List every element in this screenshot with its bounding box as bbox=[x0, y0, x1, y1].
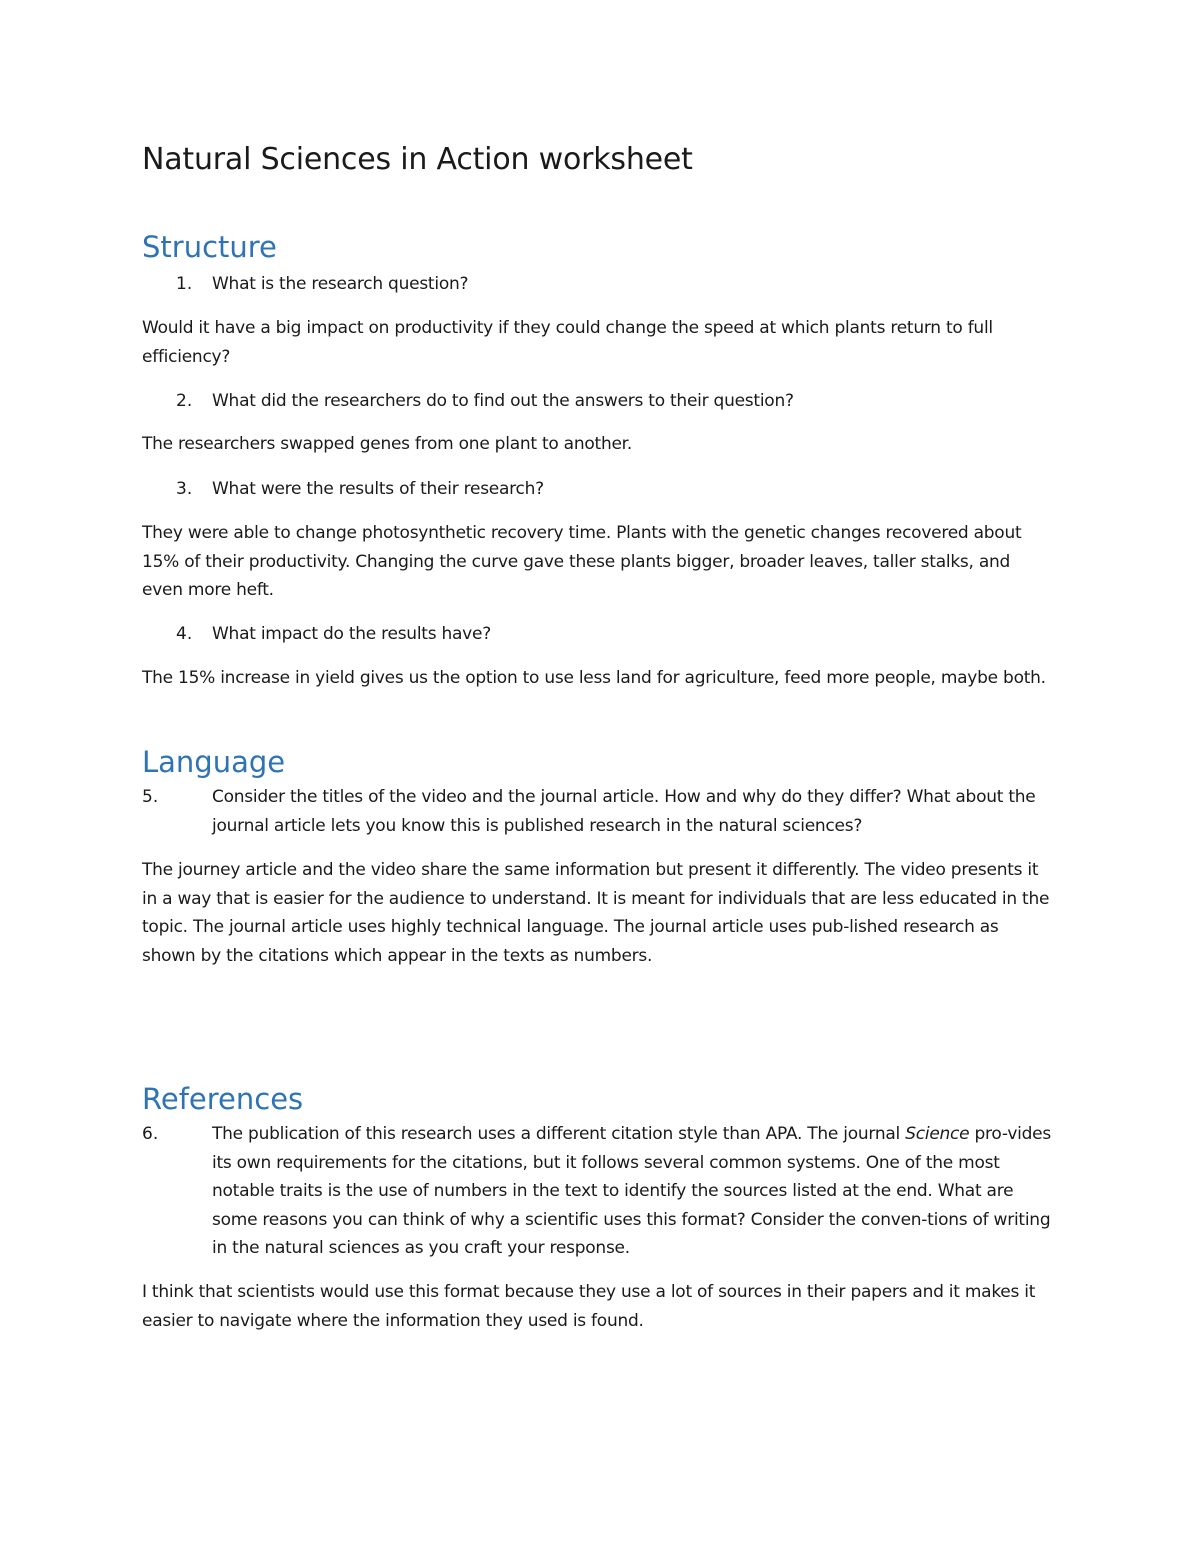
answer-text: I think that scientists would use this format because they use a lot of sources in their papers and it makes it easier to navigate where the information they used is found. bbox=[142, 1282, 1036, 1331]
question-text bbox=[212, 1120, 1052, 1263]
question-number: 6. bbox=[142, 1124, 159, 1144]
section-heading-references: References bbox=[142, 1082, 304, 1116]
question-text: Consider the titles of the video and the journal article. How and why do they differ? What about the journal article lets you know this is published research in the natural sciences? bbox=[212, 787, 1036, 836]
question-number: 5. bbox=[142, 787, 159, 807]
question-text-part: The publication of this research uses a different citation style than APA. The journal bbox=[212, 1124, 906, 1144]
answer-text: They were able to change photosynthetic recovery time. Plants with the genetic changes recovered about 15% of their productivity. Changing the curve gave these plants bigger, broader leaves, taller stalks, and even more heft. bbox=[142, 523, 1022, 600]
question-number: 4. bbox=[176, 624, 193, 644]
question-number: 3. bbox=[176, 479, 193, 499]
answer-text: The journey article and the video share the same information but present it differently. The video presents it in a way that is easier for the audience to understand. It is meant for individuals that are less educated in the topic. The journal article uses highly technical language. The journal article uses pub-lished research as shown by the citations which appear in the texts as numbers. bbox=[142, 860, 1050, 966]
question-text: What is the research question? bbox=[212, 274, 469, 294]
question-text: What were the results of their research? bbox=[212, 479, 544, 499]
page-title: Natural Sciences in Action worksheet bbox=[142, 142, 693, 177]
section-heading-structure: Structure bbox=[142, 230, 277, 264]
question-text: What impact do the results have? bbox=[212, 624, 491, 644]
question-text-part: pro-vides its own requirements for the citations, but it follows several common systems. One of the most notable traits is the use of numbers in the text to identify the sources listed at the end. What are some reasons you can think of why a scientific uses this format? Consider the conven-tions of writing in the natural sciences as you craft your response. bbox=[212, 1124, 1051, 1258]
answer-text: The 15% increase in yield gives us the option to use less land for agriculture, feed more people, maybe both. bbox=[142, 668, 1046, 688]
question-text: What did the researchers do to find out the answers to their question? bbox=[212, 391, 794, 411]
journal-name: Science bbox=[905, 1124, 970, 1144]
section-heading-language: Language bbox=[142, 745, 286, 779]
question-number: 2. bbox=[176, 391, 193, 411]
answer-text: Would it have a big impact on productivity if they could change the speed at which plants return to full efficiency? bbox=[142, 318, 993, 367]
question-number: 1. bbox=[176, 274, 193, 294]
answer-text: The researchers swapped genes from one plant to another. bbox=[142, 434, 633, 454]
